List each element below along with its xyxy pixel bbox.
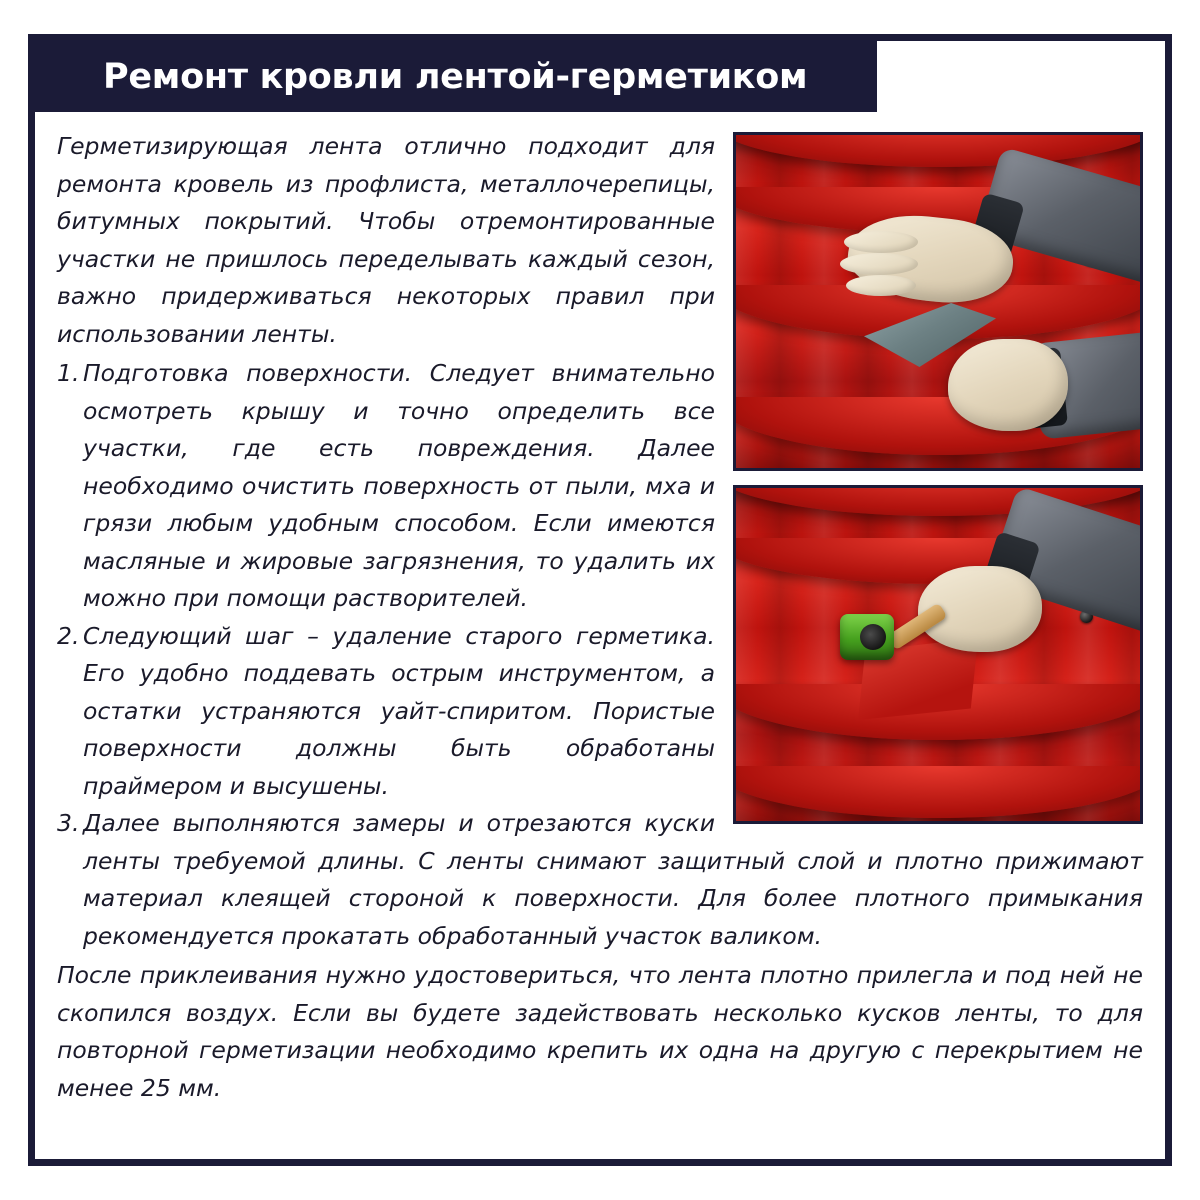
step-text: Далее выполняются замеры и отрезаются куски ленты требуемой длины. С ленты снимают защитный слой и плотно прижимают материал клеящей стороной к поверхности. Для более плотного примыкания рекомендуется прокатать обработанный участок валиком.	[83, 809, 1143, 950]
glove-finger	[846, 275, 916, 296]
steps-list	[57, 355, 1143, 955]
step-text: Подготовка поверхности. Следует внимательно осмотреть крышу и точно определить все участки, где есть повреждения. Далее необходимо очистить поверхность от пыли, мха и грязи любым удобным способом. Если имеются масляные и жировые загрязнения, то удалить их можно при помощи растворителей.	[83, 359, 715, 612]
step-number: 3.	[57, 809, 80, 837]
step-number: 2.	[57, 621, 80, 650]
list-item	[57, 355, 1143, 618]
page-title: Ремонт кровли лентой-герметиком	[103, 56, 808, 97]
list-item	[57, 618, 1143, 806]
glove-finger	[844, 231, 918, 253]
step-number: 1.	[57, 359, 80, 387]
title-bar	[35, 41, 877, 112]
intro-paragraph: Герметизирующая лента отлично подходит для ремонта кровель из профлиста, металлочерепицы, битумных покрытий. Чтобы отремонтированные участки не пришлось переделывать каждый сезон, важно придерживаться некоторых правил при использовании ленты.	[57, 132, 715, 348]
glove-finger	[840, 253, 918, 275]
outro-paragraph: После приклеивания нужно удостовериться, что лента плотно прилегла и под ней не скопился воздух. Если вы будете задействовать несколько кусков ленты, то для повторной герметизации необходимо крепить их одна на другую с перекрытием не менее 25 мм.	[57, 961, 1143, 1102]
article-content	[35, 112, 1165, 1159]
list-item	[57, 805, 1143, 955]
step-text: Следующий шаг – удаление старого герметика. Его удобно поддевать острым инструментом, а остатки устраняются уайт-спиритом. Пористые поверхности должны быть обработаны праймером и высушены.	[83, 621, 715, 800]
poster-frame	[28, 34, 1172, 1166]
